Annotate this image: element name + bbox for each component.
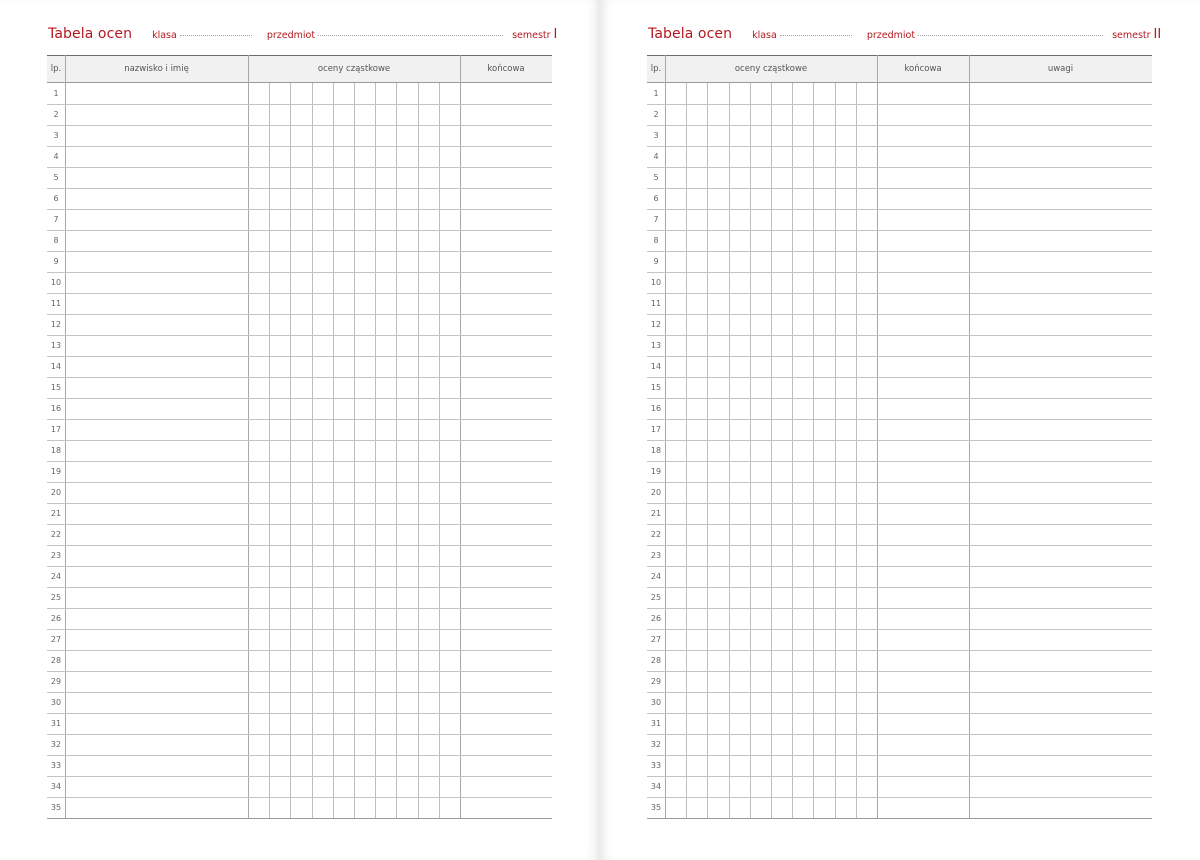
przedmiot-label: przedmiot bbox=[866, 30, 916, 41]
przedmiot-label: przedmiot bbox=[266, 30, 316, 41]
table-row[interactable] bbox=[47, 356, 552, 357]
table-row[interactable] bbox=[647, 566, 1152, 567]
table-row[interactable] bbox=[647, 629, 1152, 630]
row-number: 32 bbox=[50, 740, 62, 749]
column-divider bbox=[856, 83, 857, 818]
table-row[interactable] bbox=[47, 146, 552, 147]
table-row[interactable] bbox=[647, 356, 1152, 357]
table-row[interactable] bbox=[47, 125, 552, 126]
row-number: 31 bbox=[50, 719, 62, 728]
header-lp: lp. bbox=[650, 64, 662, 74]
table-row[interactable] bbox=[47, 167, 552, 168]
row-number: 17 bbox=[650, 425, 662, 434]
page-header bbox=[48, 26, 557, 48]
page-right bbox=[600, 0, 1200, 860]
table-row[interactable] bbox=[647, 188, 1152, 189]
column-divider bbox=[290, 83, 291, 818]
table-row[interactable] bbox=[647, 293, 1152, 294]
row-number: 28 bbox=[650, 656, 662, 665]
table-row[interactable] bbox=[647, 776, 1152, 777]
table-row[interactable] bbox=[647, 503, 1152, 504]
column-divider bbox=[65, 55, 66, 818]
row-number: 4 bbox=[653, 152, 659, 161]
row-number: 4 bbox=[53, 152, 59, 161]
row-number: 14 bbox=[50, 362, 62, 371]
row-number: 26 bbox=[650, 614, 662, 623]
row-number: 1 bbox=[653, 89, 659, 98]
row-number: 16 bbox=[650, 404, 662, 413]
column-divider bbox=[969, 55, 970, 818]
table-row[interactable] bbox=[47, 713, 552, 714]
row-number: 32 bbox=[650, 740, 662, 749]
row-number: 34 bbox=[50, 782, 62, 791]
row-number: 5 bbox=[653, 173, 659, 182]
table-row[interactable] bbox=[47, 692, 552, 693]
table-row[interactable] bbox=[647, 818, 1152, 819]
table-row[interactable] bbox=[647, 713, 1152, 714]
column-divider bbox=[813, 83, 814, 818]
column-divider bbox=[729, 83, 730, 818]
table-row[interactable] bbox=[647, 104, 1152, 105]
row-number: 2 bbox=[653, 110, 659, 119]
row-number: 13 bbox=[50, 341, 62, 350]
table-row[interactable] bbox=[647, 419, 1152, 420]
row-number: 10 bbox=[50, 278, 62, 287]
row-number: 11 bbox=[50, 299, 62, 308]
klasa-field[interactable] bbox=[180, 35, 252, 36]
row-number: 14 bbox=[650, 362, 662, 371]
table-row[interactable] bbox=[47, 230, 552, 231]
column-divider bbox=[771, 83, 772, 818]
table-row[interactable] bbox=[647, 125, 1152, 126]
page-header bbox=[648, 26, 1161, 48]
table-row[interactable] bbox=[647, 797, 1152, 798]
row-number: 29 bbox=[650, 677, 662, 686]
table-row[interactable] bbox=[647, 755, 1152, 756]
column-divider bbox=[686, 83, 687, 818]
table-row[interactable] bbox=[647, 671, 1152, 672]
row-number: 34 bbox=[650, 782, 662, 791]
row-number: 8 bbox=[53, 236, 59, 245]
table-row[interactable] bbox=[647, 272, 1152, 273]
semestr-label: semestr bbox=[512, 30, 551, 41]
row-number: 7 bbox=[53, 215, 59, 224]
table-row[interactable] bbox=[47, 377, 552, 378]
table-row[interactable] bbox=[647, 251, 1152, 252]
row-number: 16 bbox=[50, 404, 62, 413]
row-number: 33 bbox=[650, 761, 662, 770]
row-number: 26 bbox=[50, 614, 62, 623]
row-number: 30 bbox=[650, 698, 662, 707]
table-row[interactable] bbox=[647, 440, 1152, 441]
column-divider bbox=[877, 55, 878, 818]
column-divider bbox=[375, 83, 376, 818]
row-number: 24 bbox=[650, 572, 662, 581]
header-name: nazwisko i imię bbox=[124, 64, 189, 74]
row-number: 15 bbox=[650, 383, 662, 392]
table-row[interactable] bbox=[647, 650, 1152, 651]
table-row[interactable] bbox=[47, 503, 552, 504]
row-number: 5 bbox=[53, 173, 59, 182]
row-number: 12 bbox=[650, 320, 662, 329]
table-row[interactable] bbox=[47, 104, 552, 105]
table-row[interactable] bbox=[47, 818, 552, 819]
row-number: 31 bbox=[650, 719, 662, 728]
table-row[interactable] bbox=[47, 650, 552, 651]
column-divider bbox=[792, 83, 793, 818]
table-row[interactable] bbox=[647, 230, 1152, 231]
row-number: 9 bbox=[653, 257, 659, 266]
column-divider bbox=[707, 83, 708, 818]
table-row[interactable] bbox=[47, 209, 552, 210]
column-divider bbox=[248, 55, 249, 818]
row-number: 7 bbox=[653, 215, 659, 224]
column-divider bbox=[269, 83, 270, 818]
row-number: 28 bbox=[50, 656, 62, 665]
row-number: 12 bbox=[50, 320, 62, 329]
table-row[interactable] bbox=[47, 482, 552, 483]
row-number: 6 bbox=[53, 194, 59, 203]
column-divider bbox=[750, 83, 751, 818]
table-row[interactable] bbox=[647, 461, 1152, 462]
row-number: 23 bbox=[650, 551, 662, 560]
column-divider bbox=[354, 83, 355, 818]
table-row[interactable] bbox=[647, 335, 1152, 336]
grades-table bbox=[647, 55, 1152, 821]
column-divider bbox=[665, 55, 666, 818]
table-row[interactable] bbox=[47, 251, 552, 252]
klasa-label: klasa bbox=[152, 30, 177, 41]
row-number: 25 bbox=[650, 593, 662, 602]
row-number: 20 bbox=[650, 488, 662, 497]
table-row[interactable] bbox=[47, 314, 552, 315]
page-title: Tabela ocen bbox=[648, 26, 733, 42]
row-number: 18 bbox=[650, 446, 662, 455]
row-number: 21 bbox=[650, 509, 662, 518]
table-row[interactable] bbox=[47, 734, 552, 735]
przedmiot-field[interactable] bbox=[918, 35, 1103, 36]
column-divider bbox=[835, 83, 836, 818]
row-number: 35 bbox=[650, 803, 662, 812]
header-partial-grades: oceny cząstkowe bbox=[317, 64, 391, 74]
column-divider bbox=[460, 55, 461, 818]
row-number: 22 bbox=[50, 530, 62, 539]
table-row[interactable] bbox=[647, 167, 1152, 168]
row-number: 27 bbox=[50, 635, 62, 644]
header-partial-grades: oceny cząstkowe bbox=[734, 64, 808, 74]
table-row[interactable] bbox=[47, 776, 552, 777]
table-row[interactable] bbox=[647, 692, 1152, 693]
table-row[interactable] bbox=[47, 797, 552, 798]
semestr-label: semestr bbox=[1112, 30, 1151, 41]
przedmiot-field[interactable] bbox=[318, 35, 503, 36]
row-number: 18 bbox=[50, 446, 62, 455]
row-number: 25 bbox=[50, 593, 62, 602]
row-number: 35 bbox=[50, 803, 62, 812]
table-row[interactable] bbox=[647, 482, 1152, 483]
table-row[interactable] bbox=[47, 335, 552, 336]
row-number: 17 bbox=[50, 425, 62, 434]
row-number: 33 bbox=[50, 761, 62, 770]
table-row[interactable] bbox=[47, 440, 552, 441]
table-row[interactable] bbox=[47, 524, 552, 525]
table-row[interactable] bbox=[47, 566, 552, 567]
table-row[interactable] bbox=[647, 209, 1152, 210]
table-row[interactable] bbox=[647, 377, 1152, 378]
row-number: 27 bbox=[650, 635, 662, 644]
table-row[interactable] bbox=[47, 419, 552, 420]
row-number: 10 bbox=[650, 278, 662, 287]
table-row[interactable] bbox=[47, 398, 552, 399]
row-number: 22 bbox=[650, 530, 662, 539]
page-title: Tabela ocen bbox=[48, 26, 133, 42]
row-number: 11 bbox=[650, 299, 662, 308]
row-number: 29 bbox=[50, 677, 62, 686]
row-number: 6 bbox=[653, 194, 659, 203]
klasa-label: klasa bbox=[752, 30, 777, 41]
table-row[interactable] bbox=[47, 545, 552, 546]
row-number: 2 bbox=[53, 110, 59, 119]
column-divider bbox=[418, 83, 419, 818]
table-row[interactable] bbox=[47, 272, 552, 273]
row-number: 19 bbox=[50, 467, 62, 476]
row-number: 21 bbox=[50, 509, 62, 518]
table-row[interactable] bbox=[47, 293, 552, 294]
row-number: 20 bbox=[50, 488, 62, 497]
column-divider bbox=[396, 83, 397, 818]
header-lp: lp. bbox=[50, 64, 62, 74]
table-row[interactable] bbox=[47, 587, 552, 588]
table-row[interactable] bbox=[47, 461, 552, 462]
row-number: 13 bbox=[650, 341, 662, 350]
row-number: 3 bbox=[653, 131, 659, 140]
table-row[interactable] bbox=[47, 188, 552, 189]
row-number: 19 bbox=[650, 467, 662, 476]
table-row[interactable] bbox=[47, 671, 552, 672]
semestr-number: I bbox=[553, 27, 558, 42]
semestr-number: II bbox=[1153, 27, 1162, 42]
column-divider bbox=[312, 83, 313, 818]
row-number: 1 bbox=[53, 89, 59, 98]
grades-table bbox=[47, 55, 552, 821]
row-number: 30 bbox=[50, 698, 62, 707]
table-row[interactable] bbox=[647, 314, 1152, 315]
table-row[interactable] bbox=[47, 629, 552, 630]
column-divider bbox=[439, 83, 440, 818]
header-final-grade: końcowa bbox=[487, 64, 525, 74]
header-notes: uwagi bbox=[1047, 64, 1074, 74]
row-number: 3 bbox=[53, 131, 59, 140]
klasa-field[interactable] bbox=[780, 35, 852, 36]
header-final-grade: końcowa bbox=[904, 64, 942, 74]
row-number: 23 bbox=[50, 551, 62, 560]
column-divider bbox=[333, 83, 334, 818]
table-row[interactable] bbox=[647, 545, 1152, 546]
row-number: 9 bbox=[53, 257, 59, 266]
table-row[interactable] bbox=[647, 398, 1152, 399]
row-number: 24 bbox=[50, 572, 62, 581]
table-row[interactable] bbox=[647, 146, 1152, 147]
row-number: 8 bbox=[653, 236, 659, 245]
table-header bbox=[47, 55, 552, 83]
table-row[interactable] bbox=[647, 524, 1152, 525]
table-row[interactable] bbox=[47, 755, 552, 756]
table-header bbox=[647, 55, 1152, 83]
row-number: 15 bbox=[50, 383, 62, 392]
table-row[interactable] bbox=[47, 608, 552, 609]
table-row[interactable] bbox=[647, 608, 1152, 609]
table-row[interactable] bbox=[647, 734, 1152, 735]
table-row[interactable] bbox=[647, 587, 1152, 588]
